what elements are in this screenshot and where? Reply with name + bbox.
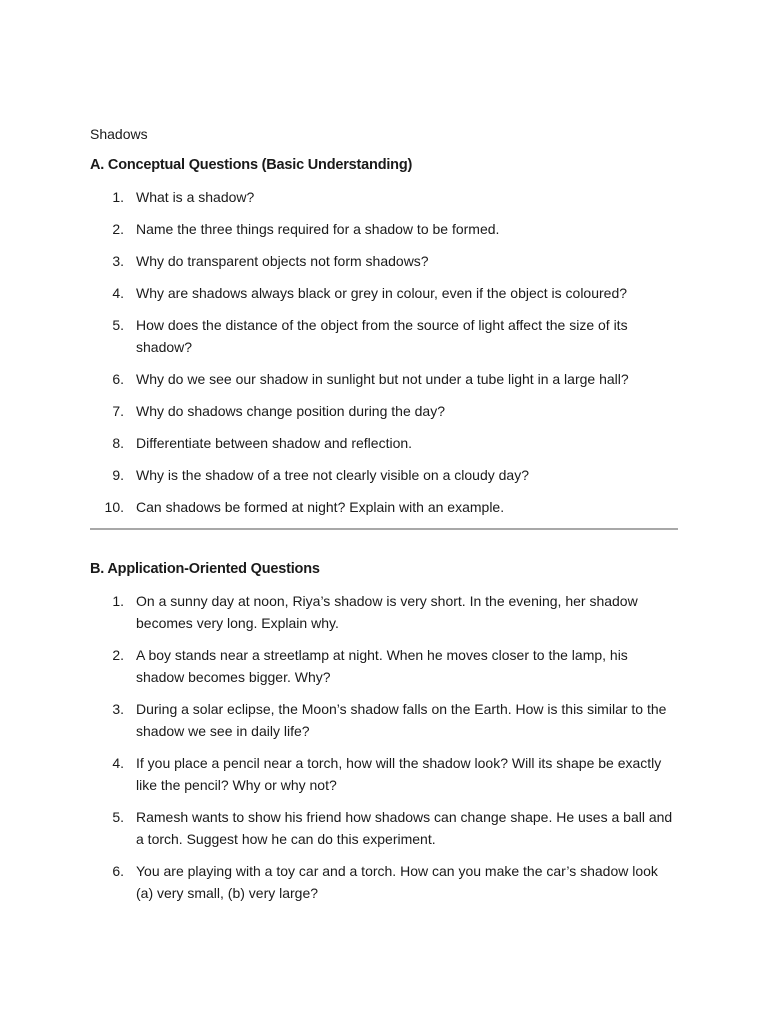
section-b-heading: B. Application-Oriented Questions (90, 561, 320, 577)
section-divider (90, 528, 678, 530)
question-item (90, 806, 678, 850)
question-number: 1. (112, 593, 124, 609)
question-item (90, 432, 678, 454)
question-number: 5. (112, 809, 124, 825)
question-item (90, 496, 678, 518)
question-item (90, 464, 678, 486)
question-item (90, 400, 678, 422)
question-text: A boy stands near a streetlamp at night. When he moves closer to the lamp, his shadow becomes bigger. Why? (136, 647, 628, 685)
question-item (90, 860, 678, 904)
question-number: 7. (112, 403, 124, 419)
question-number: 6. (112, 371, 124, 387)
question-text: What is a shadow? (136, 189, 255, 205)
question-number: 10. (104, 499, 124, 515)
question-number: 4. (112, 755, 124, 771)
question-text: How does the distance of the object from the source of light affect the size of its shadow? (136, 317, 628, 355)
question-number: 4. (112, 285, 124, 301)
question-text: During a solar eclipse, the Moon’s shadow falls on the Earth. How is this similar to the shadow we see in daily life? (136, 701, 667, 739)
question-item (90, 314, 678, 358)
question-text: Can shadows be formed at night? Explain with an example. (136, 499, 505, 515)
question-number: 5. (112, 317, 124, 333)
question-text: Why do shadows change position during the day? (136, 403, 445, 419)
question-item (90, 186, 678, 208)
question-text: Differentiate between shadow and reflection. (136, 435, 413, 451)
question-text: Why do we see our shadow in sunlight but not under a tube light in a large hall? (136, 371, 629, 387)
question-text: Why do transparent objects not form shadows? (136, 253, 429, 269)
question-item (90, 250, 678, 272)
question-text: You are playing with a toy car and a torch. How can you make the car’s shadow look (a) very small, (b) very large? (136, 863, 658, 901)
question-number: 3. (112, 701, 124, 717)
question-number: 6. (112, 863, 124, 879)
question-text: Why are shadows always black or grey in colour, even if the object is coloured? (136, 285, 628, 301)
question-item (90, 218, 678, 240)
section-b-question-list (90, 590, 678, 904)
question-number: 2. (112, 647, 124, 663)
question-text: If you place a pencil near a torch, how will the shadow look? Will its shape be exactly like the pencil? Why or why not? (136, 755, 662, 793)
question-number: 2. (112, 221, 124, 237)
question-text: Ramesh wants to show his friend how shadows can change shape. He uses a ball and a torch. Suggest how he can do this experiment. (136, 809, 673, 847)
question-number: 3. (112, 253, 124, 269)
question-number: 8. (112, 435, 124, 451)
question-number: 9. (112, 467, 124, 483)
question-text: Name the three things required for a shadow to be formed. (136, 221, 500, 237)
question-number: 1. (112, 189, 124, 205)
question-text: Why is the shadow of a tree not clearly visible on a cloudy day? (136, 467, 529, 483)
question-item (90, 644, 678, 688)
question-item (90, 698, 678, 742)
section-a-heading: A. Conceptual Questions (Basic Understanding) (90, 157, 413, 173)
question-item (90, 368, 678, 390)
question-text: On a sunny day at noon, Riya’s shadow is very short. In the evening, her shadow becomes very long. Explain why. (136, 593, 638, 631)
document-title: Shadows (90, 126, 148, 142)
document-page (90, 124, 678, 914)
question-item (90, 590, 678, 634)
section-a-question-list (90, 186, 678, 518)
question-item (90, 752, 678, 796)
question-item (90, 282, 678, 304)
